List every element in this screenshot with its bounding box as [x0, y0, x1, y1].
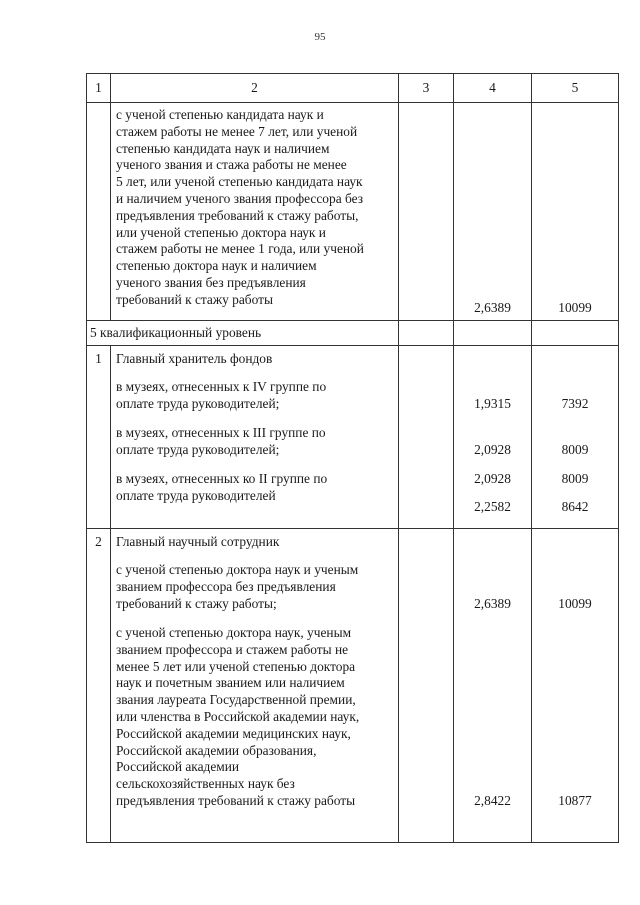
cell-salary — [532, 346, 619, 529]
text-line: предъявления требований к стажу работы, — [116, 207, 359, 223]
header-col-5: 5 — [532, 74, 619, 103]
salary-value: 8009 — [561, 471, 589, 486]
text-line: с ученой степенью кандидата наук и — [116, 107, 324, 122]
text-line: Российской академии — [116, 759, 240, 775]
text-line: оплате труда руководителей; — [116, 395, 280, 411]
text-line: наук и почетным званием или наличием — [116, 675, 345, 691]
table-row-continuation — [87, 103, 619, 321]
text-line: в музеях, отнесенных ко II группе по — [116, 471, 328, 486]
coefficient-value: 2,2582 — [474, 499, 511, 514]
text-line: стажем работы не менее 7 лет, или ученой — [116, 123, 358, 139]
text-line: Российской академии медицинских наук, — [116, 725, 351, 741]
text-line: званием профессора без предъявления — [116, 578, 336, 594]
cell-coefficient — [454, 103, 532, 321]
text-line: предъявления требований к стажу работы — [116, 792, 356, 808]
table-row-position — [87, 346, 619, 529]
cell-description — [111, 103, 399, 321]
text-line: с ученой степенью доктора наук, ученым — [116, 625, 352, 640]
salary-table — [86, 73, 619, 843]
cell-empty — [399, 103, 454, 321]
text-line: оплате труда руководителей; — [116, 441, 280, 457]
salary-value: 8009 — [561, 442, 589, 457]
position-title: Главный научный сотрудник — [116, 534, 280, 549]
header-col-2: 2 — [111, 74, 399, 103]
cell-empty — [399, 346, 454, 529]
text-line: менее 5 лет или ученой степенью доктора — [116, 658, 356, 674]
text-line: и наличием ученого звания профессора без — [116, 190, 364, 206]
level-title: 5 квалификационный уровень — [87, 321, 399, 346]
coefficient-value: 2,6389 — [474, 596, 511, 611]
text-line: степенью кандидата наук и наличием — [116, 140, 330, 156]
text-line: требований к стажу работы; — [116, 595, 277, 611]
text-line: званием профессора и стажем работы не — [116, 641, 349, 657]
coefficient-value: 2,0928 — [474, 471, 511, 486]
salary-value: 10099 — [558, 300, 592, 316]
table-header-row — [87, 74, 619, 103]
cell-description — [111, 346, 399, 529]
text-line: или членства в Российской академии наук, — [116, 708, 360, 724]
position-number: 2 — [87, 529, 111, 843]
text-line: стажем работы не менее 1 года, или ученой — [116, 241, 364, 257]
text-line: в музеях, отнесенных к IV группе по — [116, 379, 327, 394]
text-line: 5 лет, или ученой степенью кандидата наук — [116, 174, 363, 190]
text-line: или ученой степенью доктора наук и — [116, 224, 326, 240]
coefficient-value: 2,0928 — [474, 442, 511, 457]
text-line: оплате труда руководителей — [116, 487, 276, 503]
cell-salary — [532, 103, 619, 321]
cell-empty — [454, 321, 532, 346]
salary-value: 10877 — [558, 793, 592, 808]
cell-empty — [399, 321, 454, 346]
coefficient-value: 2,6389 — [474, 300, 511, 316]
text-line: степенью доктора наук и наличием — [116, 258, 317, 274]
cell-empty — [532, 321, 619, 346]
text-line: ученого звания без предъявления — [116, 274, 306, 290]
header-col-3: 3 — [399, 74, 454, 103]
salary-value: 8642 — [561, 499, 589, 514]
cell-description — [111, 529, 399, 843]
coefficient-value: 2,8422 — [474, 793, 511, 808]
text-line: Российской академии образования, — [116, 742, 317, 758]
text-line: с ученой степенью доктора наук и ученым — [116, 562, 359, 577]
text-line: сельскохозяйственных наук без — [116, 776, 295, 792]
salary-value: 10099 — [558, 596, 592, 611]
position-number: 1 — [87, 346, 111, 529]
cell-salary — [532, 529, 619, 843]
text-line: требований к стажу работы — [116, 291, 273, 307]
header-col-1: 1 — [87, 74, 111, 103]
text-line: ученого звания и стажа работы не менее — [116, 157, 347, 173]
text-line: звания лауреата Государственной премии, — [116, 692, 356, 708]
cell-empty — [87, 103, 111, 321]
header-col-4: 4 — [454, 74, 532, 103]
position-title: Главный хранитель фондов — [116, 351, 273, 366]
salary-value: 7392 — [561, 396, 589, 411]
cell-coefficient — [454, 346, 532, 529]
cell-empty — [399, 529, 454, 843]
cell-coefficient — [454, 529, 532, 843]
page-number: 95 — [314, 31, 326, 43]
text-line: в музеях, отнесенных к III группе по — [116, 425, 326, 440]
table-row-level — [87, 321, 619, 346]
coefficient-value: 1,9315 — [474, 396, 511, 411]
table-row-position — [87, 529, 619, 843]
